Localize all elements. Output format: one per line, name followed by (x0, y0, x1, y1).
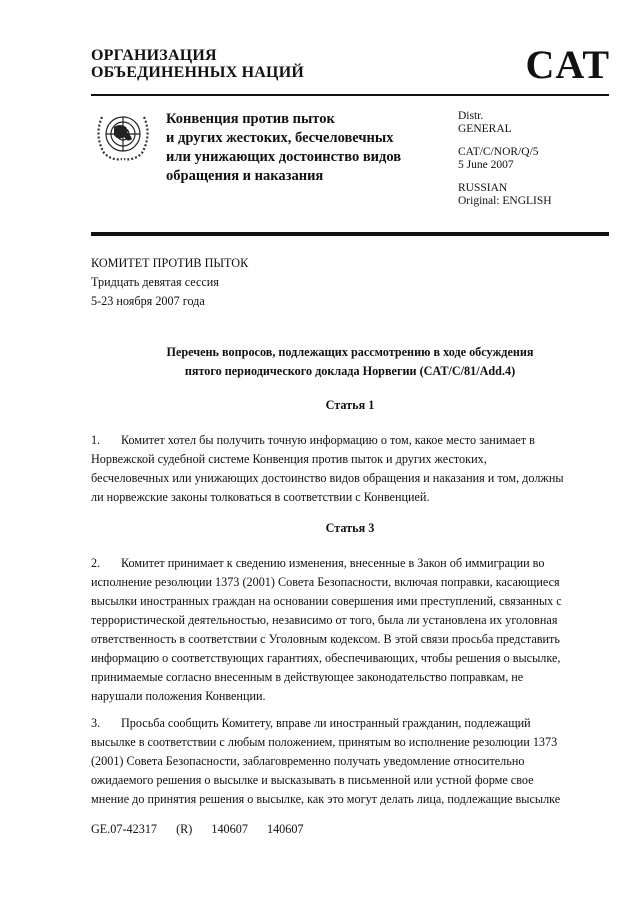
convention-title-line: Конвенция против пыток (166, 111, 335, 127)
paragraph-line: Норвежской судебной системе Конвенция против пыток и других жестоких, (91, 452, 487, 466)
document-language: RUSSIAN (458, 182, 508, 194)
convention-title-line: или унижающих достоинство видов (166, 149, 402, 165)
paragraph-line: бесчеловечных или унижающих достоинство видов обращения и наказания и том, должны (91, 471, 564, 485)
convention-title-line: обращения и наказания (166, 168, 324, 184)
organization-line-1: ОРГАНИЗАЦИЯ (91, 47, 217, 64)
distribution-value: GENERAL (458, 123, 512, 135)
committee-session: Тридцать девятая сессия (91, 275, 219, 289)
committee-name: КОМИТЕТ ПРОТИВ ПЫТОК (91, 256, 249, 270)
article-heading: Статья 3 (325, 521, 375, 535)
organization-name (91, 47, 304, 81)
paragraph-line (91, 554, 609, 573)
paragraph-number: 1. (91, 433, 101, 447)
header-divider (91, 94, 609, 96)
paragraph-text: Комитет хотел бы получить точную информацию о том, какое место занимает в (121, 433, 535, 447)
paragraph-line: нарушали положения Конвенции. (91, 689, 266, 703)
document-title (91, 343, 609, 381)
paragraph-line: террористической деятельностью, независимо от того, была ли установлена их уголовная (91, 613, 558, 627)
footer-date-1: 140607 (211, 822, 248, 836)
convention-title (166, 110, 401, 186)
paragraph-number: 3. (91, 716, 101, 730)
paragraph-line: ожидаемого решения о высылке и высказывать в письменной или устной форме свое (91, 773, 534, 787)
paragraph-text: Комитет принимает к сведению изменения, внесенные в Закон об иммиграции во (121, 556, 545, 570)
header-bottom-divider (91, 232, 609, 236)
paragraph-1 (91, 431, 609, 507)
committee-dates: 5-23 ноября 2007 года (91, 294, 205, 308)
paragraph-line: исполнение резолюции 1373 (2001) Совета Безопасности, включая поправки, касающиеся (91, 575, 560, 589)
document-footer (91, 822, 318, 837)
paragraph-line: высылке в соответствии с любым положением, принятым во исполнение резолюции 1373 (91, 735, 558, 749)
paragraph-line (91, 714, 609, 733)
convention-title-line: и других жестоких, бесчеловечных (166, 130, 394, 146)
paragraph-line: ли норвежские законы толковаться в соответствии с Конвенцией. (91, 490, 430, 504)
original-language: Original: ENGLISH (458, 195, 552, 207)
paragraph-line: высылки иностранных граждан на основании совершения ими преступлений, связанных с (91, 594, 562, 608)
document-title-line: Перечень вопросов, подлежащих рассмотрению в ходе обсуждения (166, 345, 534, 359)
paragraph-line: принимаемые согласно внесенным в действующее законодательство поправкам, не (91, 670, 524, 684)
paragraph-line: ответственность в соответствии с Уголовным кодексом. В этой связи просьба представить (91, 632, 560, 646)
document-metadata (458, 110, 552, 208)
document-symbol: CAT/C/NOR/Q/5 (458, 146, 539, 158)
paragraph-line: мнение до принятия решения о высылке, как это могут делать лица, подлежащие высылке (91, 792, 561, 806)
footer-date-2: 140607 (266, 822, 304, 836)
committee-info (91, 254, 248, 311)
distribution-label: Distr. (458, 110, 484, 122)
paragraph-line: информацию о соответствующих гарантиях, обеспечивающих, чтобы решения о высылке, (91, 651, 561, 665)
job-number: GE.07-42317 (91, 822, 158, 836)
un-emblem-icon (92, 107, 154, 165)
document-series-symbol: CAT (525, 42, 610, 87)
paragraph-3 (91, 714, 609, 809)
paragraph-line: (2001) Совета Безопасности, заблаговременно получать уведомление относительно (91, 754, 525, 768)
document-date: 5 June 2007 (458, 159, 514, 171)
paragraph-line (91, 431, 609, 450)
organization-line-2: ОБЪЕДИНЕННЫХ НАЦИЙ (91, 64, 304, 81)
article-heading: Статья 1 (325, 398, 375, 412)
paragraph-2 (91, 554, 609, 706)
paragraph-text: Просьба сообщить Комитету, вправе ли иностранный гражданин, подлежащий (121, 716, 531, 730)
paragraph-number: 2. (91, 556, 101, 570)
language-code: (R) (176, 822, 193, 836)
document-title-line: пятого периодического доклада Норвегии (CAT/C/81/Add.4) (184, 364, 516, 378)
